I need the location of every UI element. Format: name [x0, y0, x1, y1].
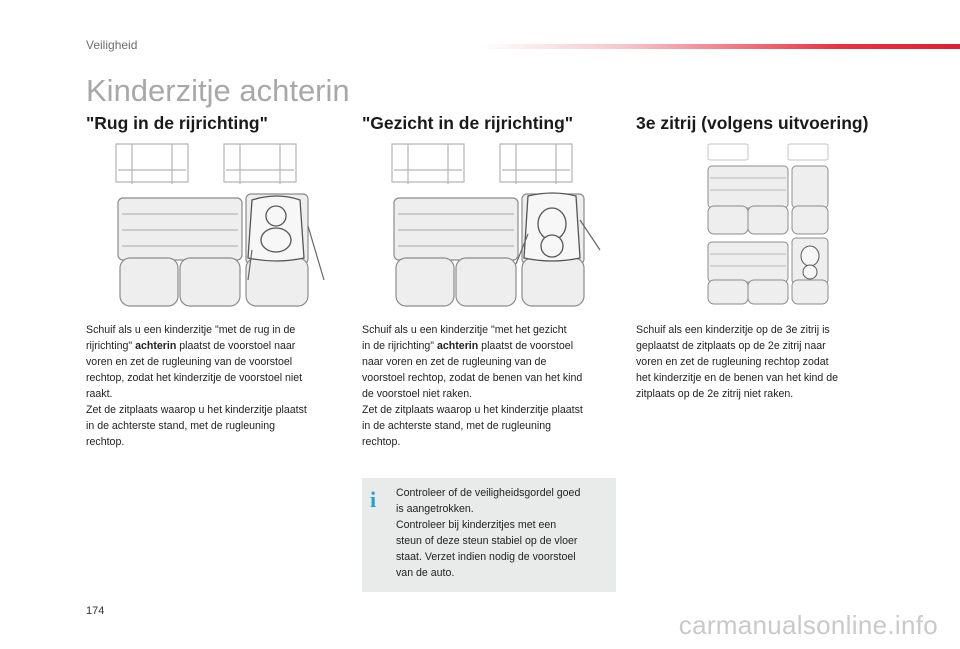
info-box	[362, 478, 616, 592]
text-rear-facing: Schuif als u een kinderzitje "met de rug in de rijrichting" achterin plaatst de voorstoel naar voren en zet de rugleuning van de voorstoel rechtop, zodat het kinderzitje de voorstoel niet raakt. Zet de zitplaats waarop u het kinderzitje plaatst in de achterste stand, met de rugleuning rechtop.	[86, 324, 307, 448]
page-title: Kinderzitje achterin	[86, 73, 350, 108]
info-icon: i	[370, 487, 377, 512]
watermark: carmanualsonline.info	[678, 610, 938, 640]
illustration-rear-facing-seat	[112, 140, 330, 310]
heading-third-row: 3e zitrij (volgens uitvoering)	[636, 113, 869, 133]
heading-rear-facing: "Rug in de rijrichting"	[86, 113, 268, 133]
illustration-third-row-seat	[700, 140, 836, 308]
heading-forward-facing: "Gezicht in de rijrichting"	[362, 113, 574, 133]
section-label: Veiligheid	[86, 38, 138, 52]
text-third-row: Schuif als een kinderzitje op de 3e zitrij is geplaatst de zitplaats op de 2e zitrij naar voren en zet de rugleuning rechtop zodat het kinderzitje en de benen van het kind de zitplaats op de 2e zitrij niet raken.	[636, 324, 839, 400]
info-text: Controleer of de veiligheidsgordel goed is aangetrokken. Controleer bij kinderzitjes met een steun of deze steun stabiel op de vloer staat. Verzet indien nodig de voorstoel van de auto.	[396, 487, 581, 579]
illustration-forward-facing-seat	[388, 140, 606, 310]
header-accent-bar	[480, 44, 960, 49]
text-forward-facing: Schuif als u een kinderzitje "met het gezicht in de rijrichting" achterin plaatst de voorstoel naar voren en zet de rugleuning van de voorstoel rechtop, zodat de benen van het kind de voorstoel niet raken. Zet de zitplaats waarop u het kinderzitje plaatst in de achterste stand, met de rugleuning rechtop.	[362, 324, 583, 448]
page-number: 174	[86, 605, 105, 617]
